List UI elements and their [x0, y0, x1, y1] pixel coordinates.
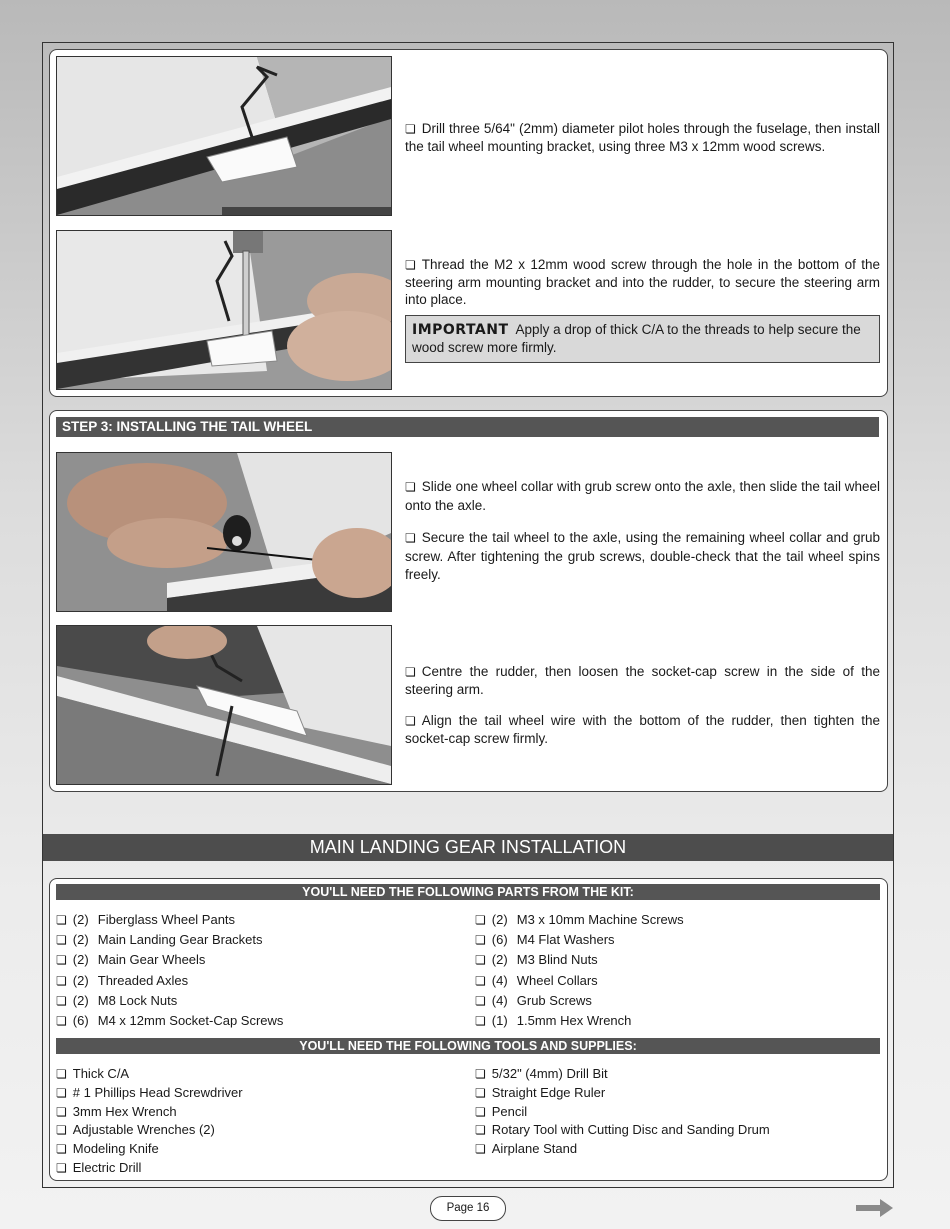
- part-name: Grub Screws: [516, 992, 592, 1008]
- important-label: IMPORTANT: [412, 322, 509, 338]
- checkbox-icon[interactable]: ❏: [475, 1013, 486, 1028]
- checkbox-icon[interactable]: ❏: [475, 993, 486, 1008]
- checkbox-icon[interactable]: ❏: [56, 1123, 67, 1138]
- list-item: [56, 1139, 243, 1158]
- part-name: M8 Lock Nuts: [97, 992, 178, 1008]
- checkbox-icon[interactable]: ❏: [405, 665, 416, 679]
- part-qty: (4): [491, 992, 508, 1008]
- step3-title: STEP 3: INSTALLING THE TAIL WHEEL: [56, 417, 879, 437]
- part-qty: (6): [72, 1012, 89, 1028]
- part-qty: (1): [491, 1012, 508, 1028]
- checkbox-icon[interactable]: ❏: [56, 1085, 67, 1100]
- arrow-right-icon[interactable]: [856, 1198, 894, 1223]
- tool-name: Pencil: [491, 1103, 528, 1119]
- checkbox-icon[interactable]: ❏: [56, 953, 67, 968]
- tool-name: 3mm Hex Wrench: [72, 1103, 177, 1119]
- list-item: [475, 1120, 770, 1139]
- part-qty: (2): [72, 992, 89, 1008]
- list-item: [475, 991, 684, 1011]
- part-name: 1.5mm Hex Wrench: [516, 1012, 632, 1028]
- checkbox-icon[interactable]: ❏: [475, 913, 486, 927]
- list-item: [56, 1064, 243, 1083]
- tool-name: Thick C/A: [72, 1066, 130, 1081]
- checkbox-icon[interactable]: ❏: [405, 531, 416, 545]
- list-item: [56, 1102, 243, 1121]
- part-name: Threaded Axles: [97, 972, 189, 988]
- tool-name: Straight Edge Ruler: [491, 1084, 606, 1100]
- step-secure-paragraph: Secure the tail wheel to the axle, using the remaining wheel collar and grub screw. After tightening the grub screws, double-check that the tail wheel spins freely.: [405, 530, 880, 582]
- checkbox-icon[interactable]: ❏: [56, 1160, 67, 1175]
- checkbox-icon[interactable]: ❏: [56, 1142, 67, 1157]
- tool-name: 5/32" (4mm) Drill Bit: [491, 1066, 608, 1081]
- step-thread-paragraph: Thread the M2 x 12mm wood screw through the hole in the bottom of the steering arm mounting bracket and into the rudder, to secure the steering arm into place.: [405, 257, 880, 307]
- checkbox-icon[interactable]: ❏: [475, 1067, 486, 1081]
- tool-name: Adjustable Wrenches (2): [72, 1122, 215, 1138]
- list-item: [475, 1102, 770, 1121]
- checkbox-icon[interactable]: ❏: [475, 1142, 486, 1157]
- part-qty: (2): [491, 952, 508, 968]
- tool-name: Airplane Stand: [491, 1141, 578, 1157]
- list-item: [475, 971, 684, 991]
- list-item: [475, 1083, 770, 1102]
- checkbox-icon[interactable]: ❏: [405, 480, 416, 494]
- part-name: Main Gear Wheels: [97, 952, 206, 968]
- checkbox-icon[interactable]: ❏: [405, 122, 416, 136]
- list-item: [475, 1011, 684, 1031]
- tool-name: # 1 Phillips Head Screwdriver: [72, 1084, 243, 1100]
- checkbox-icon[interactable]: ❏: [56, 973, 67, 988]
- part-qty: (6): [491, 932, 508, 948]
- tools-list-left: [56, 1064, 243, 1177]
- checkbox-icon[interactable]: ❏: [405, 258, 416, 272]
- list-item: [56, 1120, 243, 1139]
- tool-name: Electric Drill: [72, 1159, 142, 1175]
- part-name: Wheel Collars: [516, 972, 598, 988]
- parts-list-right: [475, 910, 684, 1031]
- part-name: Main Landing Gear Brackets: [97, 932, 263, 948]
- part-name: M3 x 10mm Machine Screws: [516, 912, 684, 927]
- tool-name: Modeling Knife: [72, 1141, 159, 1157]
- step-thread-text: [405, 256, 880, 322]
- main-gear-title: MAIN LANDING GEAR INSTALLATION: [43, 834, 893, 861]
- checkbox-icon[interactable]: ❏: [475, 953, 486, 968]
- photo-steering-screw: [56, 230, 392, 390]
- list-item: [56, 910, 283, 930]
- page-number: Page 16: [430, 1196, 506, 1221]
- tool-name: Rotary Tool with Cutting Disc and Sanding Drum: [491, 1122, 770, 1138]
- checkbox-icon[interactable]: ❏: [56, 1013, 67, 1028]
- list-item: [56, 971, 283, 991]
- checkbox-icon[interactable]: ❏: [56, 913, 67, 927]
- part-qty: (2): [491, 912, 508, 927]
- part-qty: (4): [491, 972, 508, 988]
- step-drill-paragraph: Drill three 5/64" (2mm) diameter pilot holes through the fuselage, then install the tail wheel mounting bracket, using three M3 x 12mm wood screws.: [405, 121, 880, 154]
- part-name: M3 Blind Nuts: [516, 952, 598, 968]
- step-centre-paragraph: Centre the rudder, then loosen the socket-cap screw in the side of the steering arm.: [405, 664, 880, 697]
- checkbox-icon[interactable]: ❏: [475, 1104, 486, 1119]
- step-centre-text: [405, 663, 880, 761]
- photo-socket-cap-screw: [56, 625, 392, 785]
- list-item: [56, 930, 283, 950]
- list-item: [56, 991, 283, 1011]
- checkbox-icon[interactable]: ❏: [56, 1104, 67, 1119]
- part-name: M4 Flat Washers: [516, 932, 615, 948]
- checkbox-icon[interactable]: ❏: [56, 933, 67, 948]
- list-item: [56, 950, 283, 970]
- checkbox-icon[interactable]: ❏: [405, 714, 416, 728]
- checkbox-icon[interactable]: ❏: [475, 1123, 486, 1138]
- list-item: [56, 1158, 243, 1177]
- list-item: [475, 930, 684, 950]
- list-item: [56, 1011, 283, 1031]
- tools-list-right: [475, 1064, 770, 1158]
- step-slide-text: [405, 478, 880, 599]
- tools-header: YOU'LL NEED THE FOLLOWING TOOLS AND SUPPLIES:: [56, 1038, 880, 1054]
- step-slide-paragraph: Slide one wheel collar with grub screw onto the axle, then slide the tail wheel onto the axle.: [405, 479, 880, 513]
- list-item: [475, 1139, 770, 1158]
- checkbox-icon[interactable]: ❏: [56, 1067, 67, 1081]
- important-note: [405, 315, 880, 363]
- photo-tail-bracket: [56, 56, 392, 216]
- part-qty: (2): [72, 932, 89, 948]
- list-item: [475, 1064, 770, 1083]
- checkbox-icon[interactable]: ❏: [475, 933, 486, 948]
- part-qty: (2): [72, 972, 89, 988]
- part-qty: (2): [72, 912, 89, 927]
- list-item: [56, 1083, 243, 1102]
- checkbox-icon[interactable]: ❏: [56, 993, 67, 1008]
- parts-list-left: [56, 910, 283, 1031]
- checkbox-icon[interactable]: ❏: [475, 973, 486, 988]
- step-drill-text: [405, 120, 880, 169]
- part-qty: (2): [72, 952, 89, 968]
- photo-tail-wheel-collar: [56, 452, 392, 612]
- part-name: Fiberglass Wheel Pants: [97, 912, 236, 927]
- step-align-paragraph: Align the tail wheel wire with the bottom of the rudder, then tighten the socket-cap screw firmly.: [405, 713, 880, 746]
- list-item: [475, 950, 684, 970]
- list-item: [475, 910, 684, 930]
- checkbox-icon[interactable]: ❏: [475, 1085, 486, 1100]
- part-name: M4 x 12mm Socket-Cap Screws: [97, 1012, 284, 1028]
- parts-header: YOU'LL NEED THE FOLLOWING PARTS FROM THE KIT:: [56, 884, 880, 900]
- important-text: Apply a drop of thick C/A to the threads to help secure the wood screw more firmly.: [412, 322, 861, 355]
